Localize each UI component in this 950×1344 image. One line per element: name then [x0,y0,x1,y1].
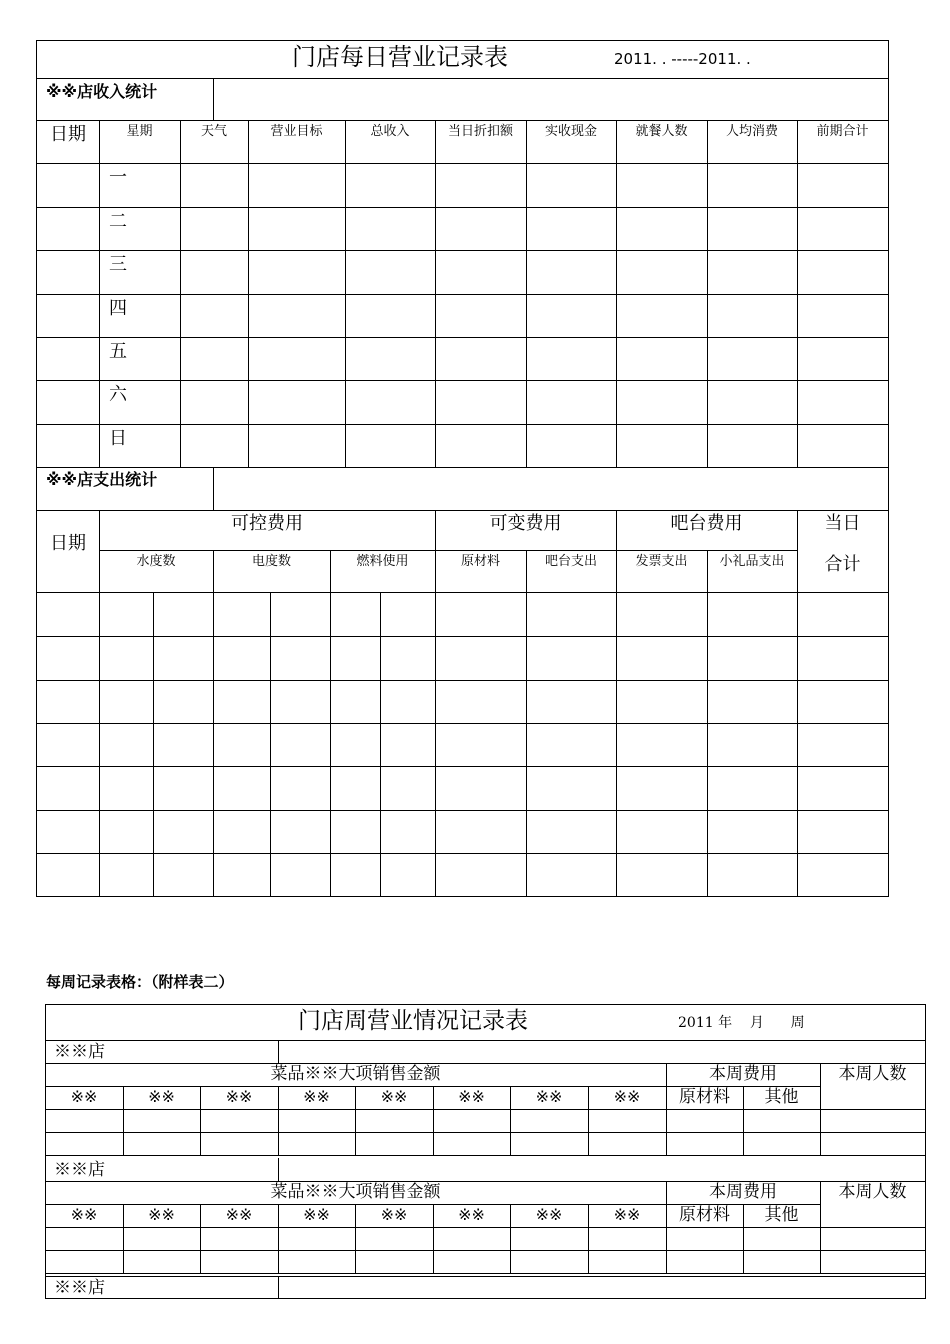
weekly-cost-raw-material: 原材料 [679,1087,730,1107]
weekly-item-label: ※※ [148,1205,175,1224]
weekly-item-label: ※※ [535,1205,563,1224]
grid-line-vertical [435,120,436,467]
daily-sheet-title: 门店每日营业记录表 [292,43,508,71]
grid-line-vertical [526,120,527,467]
income-header-9: 前期合计 [816,124,869,139]
weekly-item-label: ※※ [148,1087,175,1106]
income-header-7: 就餐人数 [635,124,688,139]
grid-line-vertical [380,592,381,896]
weekly-last-store-label: ※※店 [54,1278,105,1298]
weekly-item-label: ※※ [613,1205,641,1224]
grid-line-horizontal [36,294,889,295]
weekly-item-label: ※※ [70,1087,98,1106]
income-header-1: 星期 [126,124,153,139]
daily-total-label-line1: 当日 [824,513,861,534]
weekly-sales-header: 菜品※※大项销售金额 [270,1182,441,1202]
expense-subheader-0: 水度数 [136,554,176,569]
grid-line-horizontal [45,1063,926,1064]
weekly-people-header: 本周人数 [838,1182,907,1202]
grid-line-horizontal [36,207,889,208]
expense-subheader-1: 电度数 [251,554,291,569]
daily-sheet-date-range: 2011. . -----2011. . [614,50,751,68]
weekday-label: 三 [109,254,127,275]
weekday-label: 四 [109,298,127,319]
weekday-label: 六 [109,384,127,405]
weekly-item-label: ※※ [458,1087,485,1106]
grid-line-horizontal [36,467,889,468]
weekly-item-label: ※※ [380,1205,408,1224]
expense-group-bar: 吧台费用 [670,513,743,534]
grid-line-vertical [330,550,331,896]
grid-line-vertical [345,120,346,467]
grid-line-vertical [707,550,708,896]
weekly-cost-header: 本周费用 [709,1182,777,1202]
income-header-5: 当日折扣额 [447,124,513,139]
grid-line-horizontal [36,853,889,854]
weekly-sheet-date-line: 2011 年 月 周 [678,1015,805,1031]
weekly-item-label: ※※ [303,1205,330,1224]
weekly-sales-header: 菜品※※大项销售金额 [270,1064,441,1084]
daily-total-label-line2: 合计 [824,554,861,575]
grid-line-horizontal [45,1155,926,1156]
grid-line-horizontal [36,810,889,811]
grid-line-horizontal [45,1109,926,1110]
weekday-label: 五 [109,341,127,362]
income-header-8: 人均消费 [725,124,778,139]
grid-line-horizontal [36,592,889,593]
grid-line-vertical [526,550,527,896]
grid-line-horizontal [36,250,889,251]
grid-line-horizontal [36,163,889,164]
grid-line-horizontal [36,380,889,381]
grid-line-horizontal [45,1227,926,1228]
weekly-cost-other: 其他 [764,1205,799,1225]
grid-line-vertical [797,120,798,467]
income-header-4: 总收入 [370,124,410,139]
weekday-label: 一 [109,167,127,188]
grid-line-vertical [278,1040,279,1063]
expense-subheader-2: 燃料使用 [356,554,409,569]
expense-subheader-4: 吧台支出 [544,554,597,569]
grid-line-vertical [180,120,181,467]
grid-line-vertical [248,120,249,467]
grid-line-horizontal [99,550,797,551]
expense-subheader-5: 发票支出 [635,554,688,569]
grid-line-horizontal [36,337,889,338]
income-header-2: 天气 [200,124,227,139]
weekly-item-label: ※※ [70,1205,98,1224]
weekly-item-label: ※※ [225,1087,253,1106]
weekday-label: 日 [109,428,127,449]
weekly-item-label: ※※ [380,1087,408,1106]
income-header-date: 日期 [50,124,86,145]
grid-line-horizontal [36,424,889,425]
weekly-cost-header: 本周费用 [709,1064,777,1084]
weekly-cost-other: 其他 [764,1087,799,1107]
grid-line-vertical [707,120,708,467]
grid-line-vertical [270,592,271,896]
weekly-item-label: ※※ [535,1087,563,1106]
grid-line-horizontal [36,723,889,724]
expense-group-variable: 可变费用 [489,513,562,534]
grid-line-horizontal [36,636,889,637]
grid-line-vertical [278,1158,279,1181]
income-section-title: ※※店收入统计 [46,82,158,101]
weekday-label: 二 [109,211,127,232]
expense-subheader-6: 小礼品支出 [719,554,785,569]
grid-line-horizontal [45,1181,926,1182]
grid-line-horizontal [36,680,889,681]
weekly-item-label: ※※ [458,1205,485,1224]
income-header-3: 营业目标 [270,124,323,139]
weekly-caption: 每周记录表格：（附样表二） [46,973,234,991]
weekly-item-label: ※※ [613,1087,641,1106]
grid-line-vertical [213,550,214,896]
weekly-item-label: ※※ [225,1205,253,1224]
weekly-item-label: ※※ [303,1087,330,1106]
grid-line-vertical [616,120,617,467]
grid-line-horizontal [45,1250,926,1251]
expense-group-controllable: 可控费用 [231,513,303,534]
income-header-6: 实收现金 [544,124,597,139]
expense-subheader-3: 原材料 [460,554,500,569]
weekly-store-label: ※※店 [54,1160,105,1180]
weekly-cost-raw-material: 原材料 [679,1205,730,1225]
weekly-store-label: ※※店 [54,1042,105,1062]
weekly-people-header: 本周人数 [838,1064,907,1084]
grid-line-horizontal [36,766,889,767]
grid-line-vertical [99,120,100,467]
grid-line-vertical [153,592,154,896]
expense-section-title: ※※店支出统计 [46,470,158,489]
weekly-sheet-title: 门店周营业情况记录表 [298,1008,528,1034]
expense-header-date: 日期 [50,533,86,554]
grid-line-horizontal [45,1132,926,1133]
